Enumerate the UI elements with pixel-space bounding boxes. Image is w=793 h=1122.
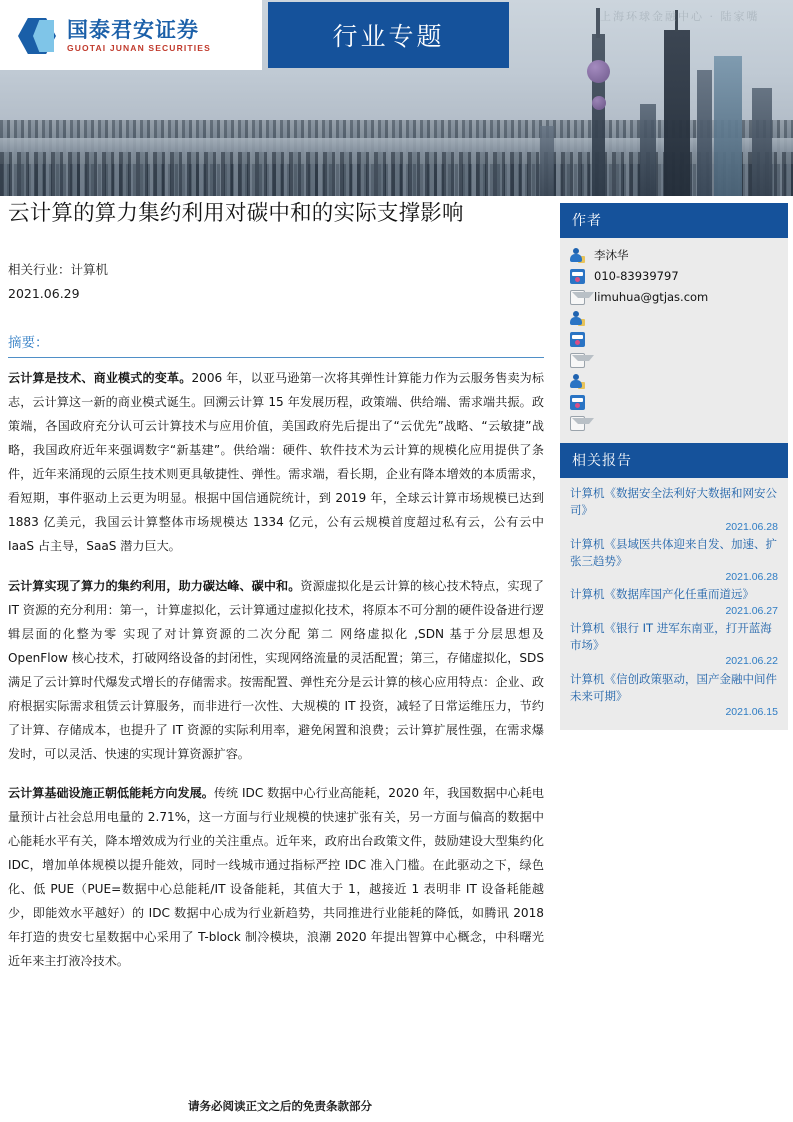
- paragraph-body: 资源虚拟化是云计算的核心技术特点，实现了 IT 资源的充分利用：第一，计算虚拟化，云计算通过虚拟化技术，将原本不可分割的硬件设备进行逻辑层面的化整为零 实现了对计算资源的二次分配 第二 网络虚拟化 ,SDN 基于分层思想及 OpenFlow 核心技术，打破网络设备的封闭性，实现网络流量的灵活配置；第三，存储虚拟化，SDS 满足了云计算时代爆发式增长的存储需求。按需配置、弹性充分是云计算的核心应用特点：企业、政府根据实际需求租赁云计算服务，而非进行一次性、大规模的 IT 投资，减轻了日常运维压力，节约了计算、存储成本，也提升了 IT 资源的实际利用率，避免闲置和浪费；云计算扩展性强，在需求爆发时，可以灵活、快速的实现计算资源扩容。: [8, 578, 544, 761]
- building-silhouette: [640, 104, 656, 196]
- author-row: [570, 371, 778, 391]
- person-icon: [570, 248, 585, 263]
- abstract-paragraph: [8, 575, 544, 767]
- author-row: [570, 350, 778, 370]
- abstract-paragraph: [8, 367, 544, 559]
- author-name: 李沐华: [594, 248, 629, 262]
- abstract-divider: [8, 357, 544, 358]
- related-reports-heading: 相关报告: [560, 443, 788, 478]
- jinmao-tower: [697, 70, 712, 196]
- building-silhouette: [752, 88, 772, 196]
- report-date: 2021.06.28: [725, 520, 778, 533]
- phone-icon: [570, 332, 585, 347]
- report-date: 2021.06.27: [725, 604, 778, 617]
- brand-logo[interactable]: [18, 16, 211, 56]
- publish-date: 2021.06.29: [8, 285, 80, 301]
- list-item[interactable]: [570, 620, 778, 670]
- phone-icon: [570, 395, 585, 410]
- paragraph-lead: 云计算是技术、商业模式的变革。: [8, 371, 192, 386]
- author-row: [570, 392, 778, 412]
- author-row: [570, 266, 778, 286]
- author-row: [570, 287, 778, 307]
- oriental-pearl-sphere-small: [592, 96, 606, 110]
- related-reports-body: [560, 478, 788, 730]
- oriental-pearl-tower: [592, 34, 605, 196]
- report-date: 2021.06.15: [725, 706, 778, 719]
- author-row: [570, 413, 778, 433]
- author-email[interactable]: limuhua@gtjas.com: [594, 290, 709, 304]
- report-title[interactable]: 计算机《数据安全法利好大数据和网安公司》: [570, 486, 777, 518]
- author-section-body: [560, 238, 788, 443]
- list-item[interactable]: [570, 586, 778, 618]
- person-icon: [570, 311, 585, 326]
- logo-plate: [0, 0, 262, 70]
- abstract-heading: 摘要：: [8, 335, 49, 352]
- logo-text-chinese: 国泰君安证券: [67, 17, 199, 42]
- report-title[interactable]: 计算机《信创政策驱动，国产金融中间件未来可期》: [570, 671, 777, 703]
- list-item[interactable]: [570, 536, 778, 586]
- author-row: [570, 308, 778, 328]
- author-row: [570, 329, 778, 349]
- report-title[interactable]: 计算机《银行 IT 进军东南亚，打开蓝海市场》: [570, 620, 772, 653]
- page-title: 云计算的算力集约利用对碳中和的实际支撑影响: [8, 201, 464, 226]
- building-silhouette: [540, 126, 554, 196]
- paragraph-lead: 云计算基础设施正朝低能耗方向发展。: [8, 786, 214, 801]
- abstract-paragraph: [8, 782, 544, 974]
- list-item[interactable]: [570, 485, 778, 535]
- related-industry: 相关行业：计算机: [8, 261, 109, 277]
- mail-icon: [570, 416, 585, 431]
- world-financial-center: [714, 56, 742, 196]
- footer-disclaimer: 请务必阅读正文之后的免责条款部分: [188, 1099, 372, 1113]
- author-section-heading: 作者: [560, 203, 788, 238]
- main-content: [8, 200, 544, 990]
- hero-watermark-text: 上海环球金融中心 · 陆家嘴: [600, 10, 760, 23]
- report-title[interactable]: 计算机《县域医共体迎来自发、加速、扩张三趋势》: [570, 536, 777, 568]
- mail-icon: [570, 290, 585, 305]
- oriental-pearl-sphere: [587, 60, 610, 83]
- report-date: 2021.06.22: [725, 655, 778, 668]
- guotai-junan-logo-icon: [18, 16, 58, 56]
- report-type-label: 行业专题: [332, 22, 445, 51]
- logo-text-english: GUOTAI JUNAN SECURITIES: [67, 43, 211, 54]
- report-title[interactable]: 计算机《数据库国产化任重而道远》: [570, 587, 754, 602]
- shanghai-tower: [664, 30, 690, 196]
- author-row: [570, 245, 778, 265]
- report-type-banner: [268, 2, 509, 68]
- report-date: 2021.06.28: [725, 571, 778, 584]
- author-phone: 010-83939797: [594, 269, 679, 283]
- header-hero-image: [0, 0, 793, 196]
- phone-icon: [570, 269, 585, 284]
- right-sidebar: [560, 203, 788, 730]
- paragraph-lead: 云计算实现了算力的集约利用，助力碳达峰、碳中和。: [8, 578, 301, 593]
- paragraph-body: 2006 年，以亚马逊第一次将其弹性计算能力作为云服务售卖为标志，云计算这一新的商业模式诞生。回溯云计算 15 年发展历程，政策端、供给端、需求端共振。政策端，各国政府充分认可云计算技术与应用价值，美国政府先后提出了“云优先”战略、“云敏捷”战略，我国政府近年来强调数字“新基建”。供给端：硬件、软件技术为云计算的规模化应用提供了条件，近年来涌现的云原生技术则更具敏捷性、弹性。需求端，看长期，企业有降本增效的本质需求，看短期，事件驱动上云更为明显。根据中国信通院统计，到 2019 年，全球云计算市场规模已达到 1883 亿美元，我国云计算整体市场规模达 1334 亿元，公有云规模首度超过私有云，公有云中 IaaS 占主导，SaaS 潜力巨大。: [8, 371, 544, 553]
- mail-icon: [570, 353, 585, 368]
- person-icon: [570, 374, 585, 389]
- list-item[interactable]: [570, 671, 778, 721]
- paragraph-body: 传统 IDC 数据中心行业高能耗，2020 年，我国数据中心耗电量预计占社会总用电量的 2.71%，这一方面与行业规模的快速扩张有关，另一方面与偏高的数据中心能耗水平有关，降本增效成为行业的关注重点。近年来，政府出台政策文件，鼓励建设大型集约化 IDC，增加单体规模以提升能效，同时一线城市通过指标严控 IDC 准入门槛。在此驱动之下，绿色化、低 PUE（PUE=数据中心总能耗/IT 设备能耗，其值大于 1，越接近 1 表明非 IT 设备耗能越少，即能效水平越好）的 IDC 数据中心成为行业新趋势，共同推进行业能耗的降低，如腾讯 2018 年打造的贵安七星数据中心采用了 T-block 制冷模块，浪潮 2020 年提出智算中心概念，中科曙光近年来主打液冷技术。: [8, 786, 544, 968]
